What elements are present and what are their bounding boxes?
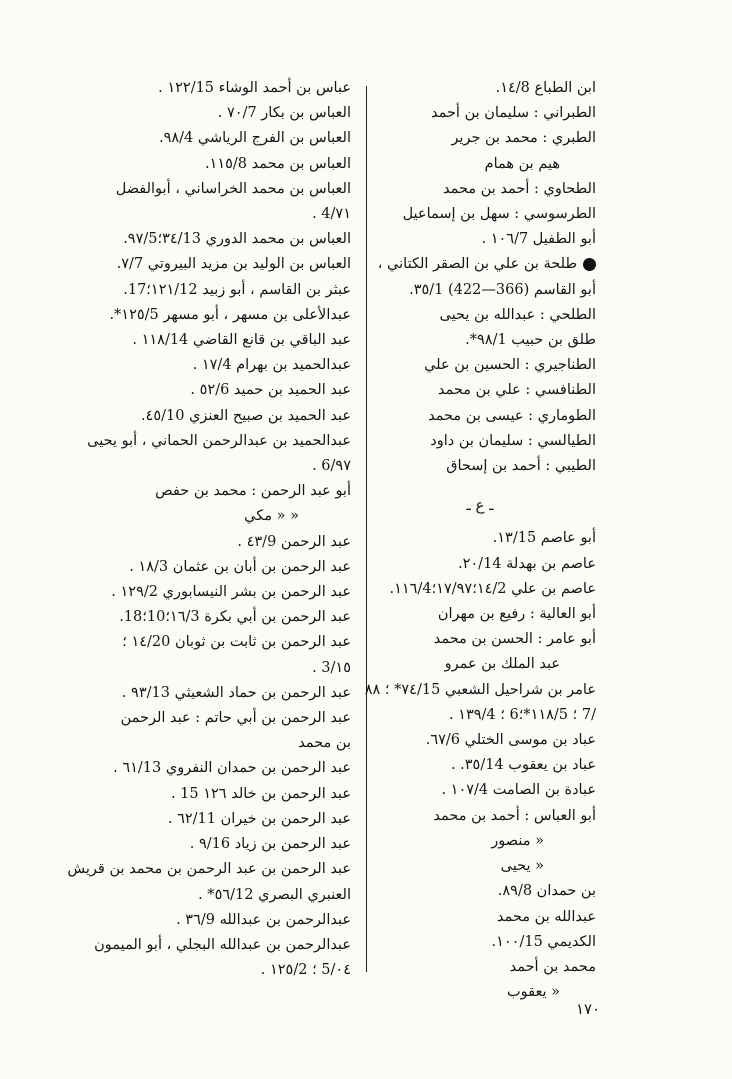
index-entry-text: عبدالأعلى بن مسهر ، أبو مسهر ١٢٥/5*. [109,306,351,323]
index-entry-text: عباد بن موسى الختلي ٦٧/6. [425,732,596,749]
index-entry [364,202,596,227]
index-entry [51,227,351,252]
index-entry [51,555,351,580]
index-entry [364,879,596,904]
index-entry-text: الطيالسي : سليمان بن داود [430,432,596,449]
index-entry [51,832,351,857]
index-entry-text: عباد بن يعقوب ٣٥/14. . [450,757,596,774]
index-entry [51,353,351,378]
index-entry-text: الطرسوسي : سهل بن إسماعيل [402,206,596,223]
index-entry-text: عبد الرحمن ٤٣/9 . [237,533,351,550]
index-entry [51,101,351,126]
index-entry-text: « يعقوب [507,984,560,1001]
index-entry-text: بن حمدان ٨٩/8. [497,883,596,900]
index-entry [51,303,351,328]
index-entry-text: العباس بن محمد ١١٥/8. [204,155,351,172]
index-entry-text: عبدالرحمن بن عبدالله ٣٦/9 . [176,911,351,928]
index-entry-text: العباس بن محمد الدوري ٣٤/13؛٩٧/5. [123,231,351,248]
index-entry [364,76,596,101]
index-entry-text: عبدالحميد بن بهرام ١٧/4 . [192,357,351,374]
index-entry-text: طلحة بن علي بن الصقر الكتاني ، [377,256,577,273]
index-entry-text: « « مكي [244,508,299,525]
index-entry-text: العباس بن بكار ٧٠/7 . [217,105,351,122]
index-entry-text: أبو العباس : أحمد بن محمد [433,807,596,824]
index-entry-text: عبد الرحمن بن حماد الشعيثي ٩٣/13 . [121,684,351,701]
index-entry [364,552,596,577]
index-entry [51,580,351,605]
right-column [364,76,596,1005]
index-entry [51,404,351,429]
index-entry-text: أبو عامر : الحسن بن محمد [433,631,596,648]
index-entry-text: عبد الرحمن بن أبان بن عثمان ١٨/3 . [129,558,351,575]
index-entry [51,857,351,882]
index-entry-text: الطبري : محمد بن جرير [451,130,596,147]
index-entry-text: الطلحي : عبدالله بن يحيى [439,306,596,323]
index-entry [364,454,596,479]
index-entry-text: محمد بن أحمد [509,958,596,975]
index-entry [364,930,596,955]
index-entry-text: عبد الرحمن بن خالد ١٢٦ 15 . [170,785,351,802]
index-entry [51,328,351,353]
index-entry-text: أبو عبد الرحمن : محمد بن حفص [155,483,351,500]
index-entry-text: عبد الرحمن بن حمدان النفروي ٦١/13 . [113,760,351,777]
index-entry-text: الطحاوي : أحمد بن محمد [443,180,596,197]
index-entry-text: عبد الرحمن بن بشر النيسابوري ١٢٩/2 . [111,584,351,601]
section-heading-ain: ـ ع ـ [466,496,494,515]
index-entry-text: عبدالحميد بن عبدالرحمن الحماني ، أبو يحيى [87,432,351,449]
index-entry-text: عبد الرحمن بن أبي بكرة ١٦/3؛10؛18. [119,609,351,626]
index-entry [364,404,596,429]
index-entry-text: ٠٤/5 ؛ ١٢٥/2 . [260,962,351,979]
index-entry-text: عبادة بن الصامت ١٠٧/4 . [441,782,596,799]
index-entry [364,278,596,303]
index-entry [364,252,596,277]
index-entry-text: طلق بن حبيب ٩٨/1*. [465,332,596,349]
index-entry-text: « منصور [491,832,544,849]
right-entries-before [364,76,596,479]
index-entry [364,227,596,252]
index-entry [51,731,351,756]
index-entry-text: عبد الرحمن بن زياد ٩/16 . [189,836,351,853]
index-entry [364,753,596,778]
index-entry [51,479,351,504]
index-entry [51,681,351,706]
index-entry [51,530,351,555]
index-entry-text: أبو القاسم (366—422) ٣٥/1. [409,281,596,298]
index-entry [51,378,351,403]
index-entry [364,955,596,980]
index-entry-text: عبد الباقي بن قانع القاضي ١١٨/14 . [132,332,351,349]
index-entry-text: ٩٧/6 . [312,458,351,475]
index-entry-text: العباس بن الفرج الرياشي ٩٨/4. [158,130,351,147]
index-entry-text: الطناجيري : الحسين بن علي [424,357,596,374]
index-entry [51,756,351,781]
index-entry-text: ٧١/4 . [312,206,351,223]
index-entry [51,126,351,151]
index-entry-text: أبو عاصم ١٣/15. [492,530,596,547]
left-column [51,76,351,983]
index-entry [364,429,596,454]
bullet-dot-icon [583,258,596,271]
index-entry [51,202,351,227]
index-entry-text: الطنافسي : علي بن محمد [437,382,596,399]
index-entry [364,905,596,930]
index-entry-text: عامر بن شراحيل الشعبي ٧٤/15* ؛ ٨٨ [364,681,596,698]
index-entry-text: عبد الحميد بن صبيح العنزي ٤٥/10. [140,407,351,424]
index-entry [51,807,351,832]
index-entry [51,782,351,807]
index-entry [364,526,596,551]
index-entry-text: العباس بن محمد الخراساني ، أبوالفضل [115,180,351,197]
index-entry-text: أبو الطفيل ١٠٦/7 . [481,231,596,248]
index-entry-text: « يحيى [500,858,544,875]
index-entry [364,678,596,703]
right-entries-after [364,526,596,1005]
index-entry [364,703,596,728]
index-entry [364,602,596,627]
index-entry-text: بن محمد [298,735,351,752]
index-entry [51,908,351,933]
index-entry [364,177,596,202]
index-entry-text: عبد الملك بن عمرو [444,656,560,673]
index-entry [364,778,596,803]
index-entry [364,804,596,829]
index-entry [51,429,351,454]
index-entry [51,177,351,202]
index-entry [364,101,596,126]
index-entry [51,152,351,177]
index-entry-text: الكديمي ١٠٠/15. [491,933,596,950]
index-entry [51,656,351,681]
index-entry-text: عبد الحميد بن حميد ٥٢/6 . [190,382,351,399]
index-entry [364,378,596,403]
index-entry [51,605,351,630]
index-entry-text: الطيبي : أحمد بن إسحاق [446,458,596,475]
index-entry-text: هيم بن همام [484,155,560,172]
page-number: ١٧٠ [576,1000,601,1018]
index-entry [51,504,351,529]
index-entry-text: عبد الرحمن بن ثابت بن ثوبان ١٤/20 ؛ [122,634,351,651]
index-entry-text: ابن الطباع ١٤/8. [495,80,596,96]
index-entry [51,958,351,983]
index-entry [51,454,351,479]
index-entry-text: العنبري البصري ٥٦/12* . [198,886,351,903]
index-entry-text: عاصم بن بهدلة ٢٠/14. [458,555,596,572]
index-entry [51,706,351,731]
index-entry-text: عاصم بن علي ١٤/2؛١٧/٩٧؛١١٦/4. [389,580,596,597]
index-entry [51,252,351,277]
index-entry [364,328,596,353]
index-entry [51,76,351,101]
index-entry-text: العباس بن الوليد بن مزيد البيروتي ٧/7. [116,256,351,273]
index-entry-text: عبدالله بن محمد [496,908,596,925]
index-entry [51,278,351,303]
index-entry [364,829,596,854]
index-entry-text: /7 ؛ ١١٨/5*؛6 ؛ ١٣٩/4 . [448,706,596,723]
index-entry-text: أبو العالية : رفيع بن مهران [437,606,596,623]
index-entry-text: عبد الرحمن بن عبد الرحمن بن محمد بن قريش [67,861,351,878]
index-entry-text: الطبراني : سليمان بن أحمد [430,105,596,122]
index-entry-text: عبد الرحمن بن خيران ٦٢/11 . [167,810,351,827]
index-entry-text: ١٥/3 . [312,659,351,676]
index-entry-text: عبثر بن القاسم ، أبو زبيد ١٢١/12؛17. [123,281,351,298]
index-entry-text: عبدالرحمن بن عبدالله البجلي ، أبو الميمون [94,936,351,953]
index-entry [51,933,351,958]
index-entry [51,883,351,908]
index-entry [364,152,596,177]
index-entry [364,126,596,151]
index-entry [364,854,596,879]
index-entry-text: عبد الرحمن بن أبي حاتم : عبد الرحمن [120,710,351,727]
index-entry [364,353,596,378]
index-entry-text: الطوماري : عيسى بن محمد [428,407,596,424]
index-entry [364,652,596,677]
index-entry [364,627,596,652]
index-entry [51,630,351,655]
index-entry [364,303,596,328]
index-entry-text: عباس بن أحمد الوشاء ١٢٢/15 . [158,80,351,96]
index-entry [364,577,596,602]
index-entry [364,728,596,753]
index-entry [364,980,596,1005]
